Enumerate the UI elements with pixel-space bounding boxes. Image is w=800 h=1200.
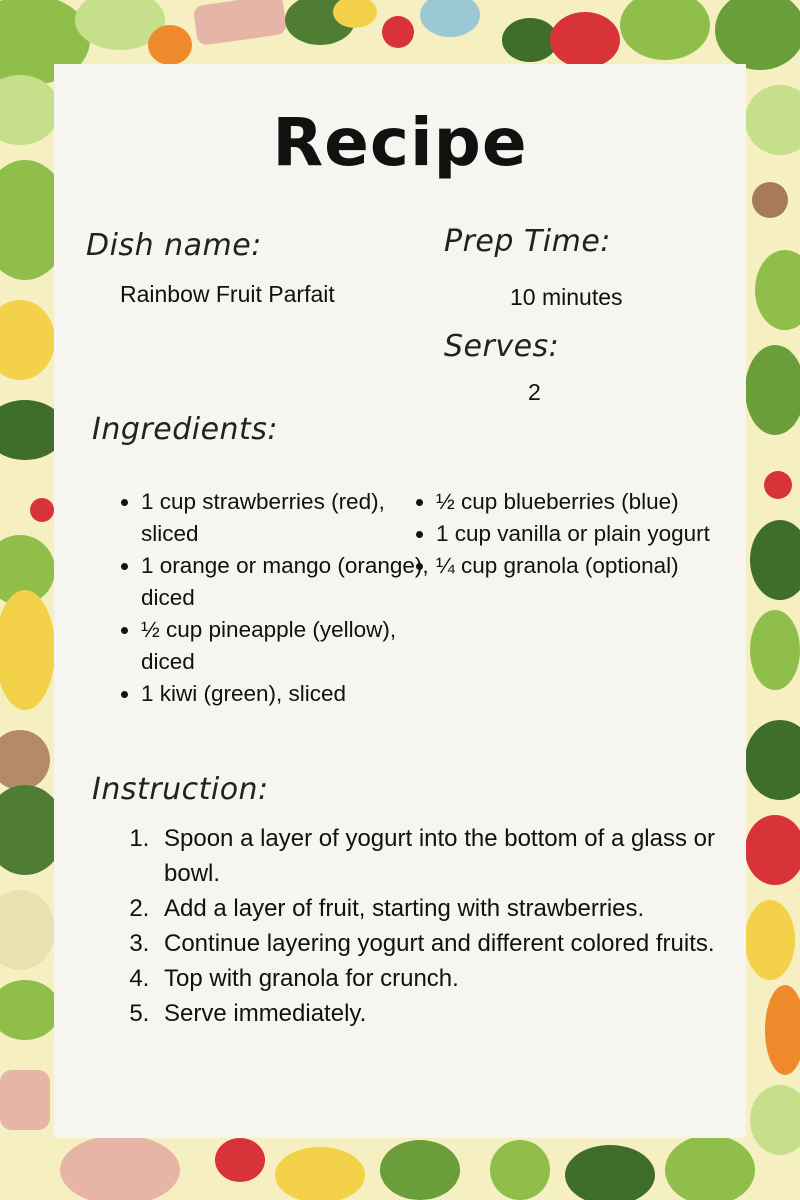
instruction-label: Instruction: [92,772,269,807]
dish-name-label: Dish name: [86,228,262,263]
ingredient-item: • ½ cup blueberries (blue) [436,486,736,518]
instruction-steps [108,821,736,1031]
prep-time-value: 10 minutes [510,284,623,310]
ingredient-item: • 1 orange or mango (orange), diced [141,550,441,614]
ingredient-item: • 1 cup vanilla or plain yogurt [436,518,736,550]
serves-label: Serves: [444,329,560,364]
instruction-step: 3. Continue layering yogurt and different colored fruits. [156,926,736,961]
instruction-step: 4. Top with granola for crunch. [156,961,736,996]
ingredient-item: • 1 kiwi (green), sliced [141,678,441,710]
ingredients-list-right [402,486,736,582]
ingredient-item: • ½ cup pineapple (yellow), diced [141,614,441,678]
recipe-card [54,64,746,1138]
ingredient-item: • 1 cup strawberries (red), sliced [141,486,441,550]
prep-time-label: Prep Time: [444,224,611,259]
ingredients-label: Ingredients: [92,412,279,447]
recipe-title: Recipe [272,104,528,181]
dish-name-value: Rainbow Fruit Parfait [120,281,335,307]
ingredients-list-left [107,486,441,710]
serves-value: 2 [528,379,541,405]
instruction-step: 2. Add a layer of fruit, starting with strawberries. [156,891,736,926]
ingredient-item: • ¼ cup granola (optional) [436,550,736,582]
instruction-step: 1. Spoon a layer of yogurt into the bottom of a glass or bowl. [156,821,736,891]
instruction-step: 5. Serve immediately. [156,996,736,1031]
